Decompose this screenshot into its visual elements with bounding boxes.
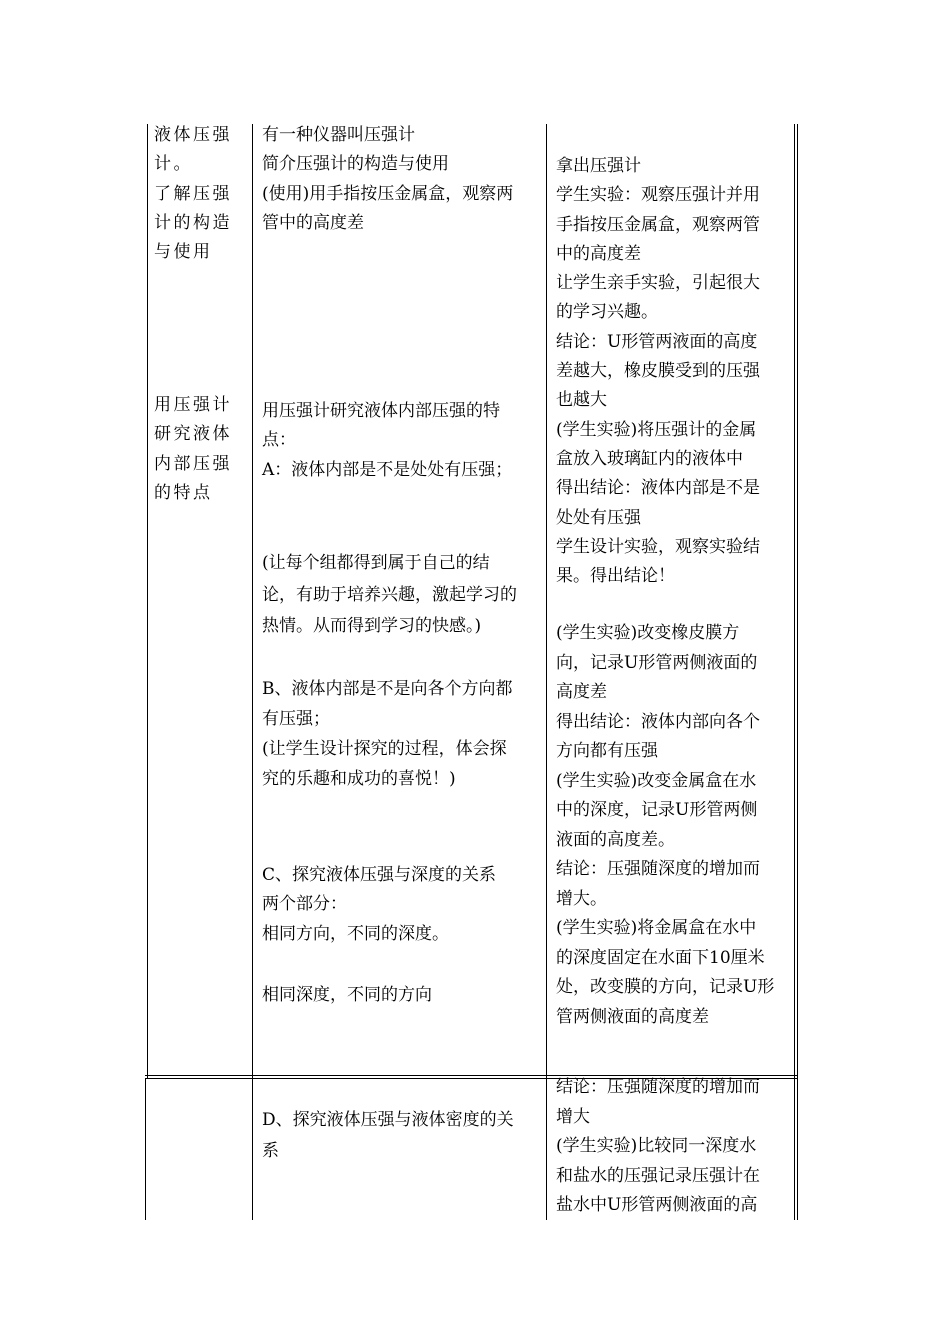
activity-line: (让每个组都得到属于自己的结 [262, 553, 490, 573]
activity-line: 两个部分： [262, 894, 347, 915]
goal-text: 用压强计研究液体内部压强的特点 [154, 395, 232, 503]
student-activity-block [556, 152, 792, 591]
teacher-activity-block [262, 548, 542, 643]
activity-line: 有一种仪器叫压强计 [262, 125, 415, 145]
activity-line: 液面的高度差。 [556, 829, 675, 850]
activity-line: 向，记录U形管两侧液面的 [556, 652, 758, 673]
goal-text: 了解压强计的构造与使用 [154, 183, 232, 263]
activity-line: 结论：U形管两液面的高度 [556, 331, 758, 352]
activity-line: 系 [262, 1141, 279, 1161]
activity-line: 学生实验：观察压强计并用 [556, 185, 760, 206]
activity-line: 中的深度，记录U形管两侧 [556, 800, 758, 820]
activity-line: 增大。 [556, 888, 607, 909]
activity-line: 论，有助于培养兴趣，激起学习的 [262, 584, 517, 605]
activity-line: (使用)用手指按压金属盒，观察两 [262, 183, 514, 204]
teacher-activity-block [262, 121, 542, 238]
activity-line: 相同方向，不同的深度。 [262, 923, 449, 944]
student-activity-block [556, 619, 792, 1032]
activity-line: C、探究液体压强与深度的关系 [262, 865, 497, 885]
goal-cell-liquid-pressure [154, 391, 246, 508]
student-activity-block [556, 1073, 792, 1221]
table-border-left [147, 124, 148, 1078]
activity-line: 学生设计实验，观察实验结 [556, 536, 760, 557]
activity-line: 果。得出结论！ [556, 566, 675, 587]
activity-line: (学生实验)改变橡皮膜方 [556, 623, 740, 643]
activity-line: 管两侧液面的高度差 [556, 1006, 709, 1027]
activity-line: 的深度固定在水面下10厘米 [556, 947, 765, 968]
teacher-activity-block [262, 1105, 542, 1167]
activity-line: 结论：压强随深度的增加而 [556, 859, 760, 879]
activity-line: 结论：压强随深度的增加而 [556, 1077, 760, 1097]
activity-line: 让学生亲手实验，引起很大 [556, 273, 760, 294]
activity-line: (学生实验)改变金属盒在水 [556, 770, 757, 791]
activity-line: 有压强； [262, 709, 330, 729]
activity-line: 中的高度差 [556, 243, 641, 264]
activity-line: 得出结论：液体内部向各个 [556, 711, 760, 732]
goal-text: 液体压强计。 [154, 125, 232, 175]
activity-line: 也越大 [556, 390, 607, 411]
activity-line: 方向都有压强 [556, 741, 658, 761]
activity-line: 处，改变膜的方向，记录U形 [556, 977, 775, 997]
activity-line: (学生实验)将金属盒在水中 [556, 918, 757, 938]
activity-line: 拿出压强计 [556, 156, 641, 176]
activity-line: D、探究液体压强与液体密度的关 [262, 1110, 514, 1130]
table-border-left-row2 [145, 1078, 146, 1220]
activity-line: 手指按压金属盒，观察两管 [556, 214, 760, 235]
activity-line: 用压强计研究液体内部压强的特 [262, 401, 500, 421]
activity-line: 点： [262, 430, 296, 451]
column-divider-1 [252, 124, 253, 1220]
activity-line: 热情。从而得到学习的快感。) [262, 616, 482, 636]
activity-line: B、液体内部是不是向各个方向都 [262, 679, 513, 699]
activity-line: 得出结论：液体内部是不是 [556, 478, 760, 499]
activity-line: 简介压强计的构造与使用 [262, 154, 449, 175]
teacher-activity-block [262, 981, 542, 1010]
table-border-right-inner [794, 124, 795, 1220]
table-border-right-outer [797, 124, 798, 1220]
activity-line: 相同深度，不同的方向 [262, 985, 432, 1005]
activity-line: 增大 [556, 1106, 590, 1127]
activity-line: 盐水中U形管两侧液面的高 [556, 1195, 758, 1215]
goal-cell-pressure-gauge [154, 121, 246, 267]
activity-line: 究的乐趣和成功的喜悦！) [262, 769, 456, 789]
activity-line: 盒放入玻璃缸内的液体中 [556, 448, 743, 469]
activity-line: 高度差 [556, 682, 607, 702]
activity-line: (让学生设计探究的过程，体会探 [262, 739, 507, 759]
teacher-activity-block [262, 397, 542, 485]
activity-line: (学生实验)将压强计的金属 [556, 419, 757, 440]
activity-line: 差越大，橡皮膜受到的压强 [556, 361, 760, 382]
activity-line: 和盐水的压强记录压强计在 [556, 1165, 760, 1186]
column-divider-2 [546, 124, 547, 1220]
activity-line: 处处有压强 [556, 507, 641, 528]
activity-line: (学生实验)比较同一深度水 [556, 1136, 757, 1156]
teacher-activity-block [262, 861, 542, 949]
activity-line: A：液体内部是不是处处有压强； [262, 459, 513, 480]
activity-line: 的学习兴趣。 [556, 302, 658, 323]
teacher-activity-block [262, 674, 542, 794]
activity-line: 管中的高度差 [262, 212, 364, 233]
